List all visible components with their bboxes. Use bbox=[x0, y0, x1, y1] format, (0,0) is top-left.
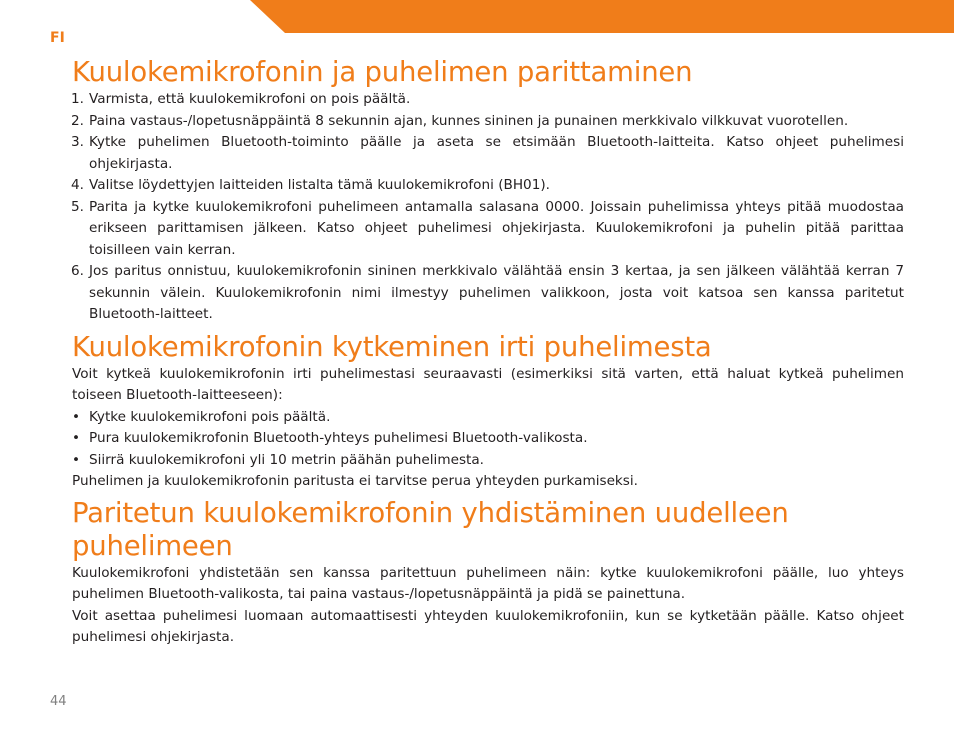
step-text: Kytke puhelimen Bluetooth-toiminto päälle ja aseta se etsimään Bluetooth-laitteita. Katso ohjeet puhelimesi ohjekirjasta. bbox=[89, 134, 904, 172]
bullet-item bbox=[72, 450, 904, 472]
step-number: 6. bbox=[71, 263, 84, 279]
bullet-item bbox=[72, 428, 904, 450]
step-item bbox=[72, 111, 904, 133]
header-band bbox=[250, 0, 954, 33]
step-item bbox=[72, 89, 904, 111]
reconnect-paragraph: Voit asettaa puhelimesi luomaan automaattisesti yhteyden kuulokemikrofoniin, kun se kytketään päälle. Katso ohjeet puhelimesi ohjekirjasta. bbox=[72, 607, 904, 645]
step-number: 3. bbox=[71, 134, 84, 150]
step-item bbox=[72, 175, 904, 197]
disconnect-bullets bbox=[72, 407, 904, 472]
page-number: 44 bbox=[50, 694, 67, 709]
step-item bbox=[72, 261, 904, 326]
bullet-marker: • bbox=[72, 451, 81, 468]
step-number: 1. bbox=[71, 91, 84, 107]
step-item bbox=[72, 197, 904, 262]
step-text: Jos paritus onnistuu, kuulokemikrofonin sininen merkkivalo välähtää ensin 3 kertaa, ja sen jälkeen välähtää kerran 7 sekunnin välein. Kuulokemikrofonin nimi ilmestyy puhelimen valikkoon, josta voit katsoa sen kanssa paritetut Bluetooth-laitteet. bbox=[89, 263, 904, 322]
language-tag: FI bbox=[50, 30, 65, 46]
bullet-marker: • bbox=[72, 408, 81, 425]
bullet-text: Siirrä kuulokemikrofoni yli 10 metrin päähän puhelimesta. bbox=[89, 451, 485, 468]
bullet-marker: • bbox=[72, 430, 81, 446]
bullet-text: Pura kuulokemikrofonin Bluetooth-yhteys puhelimesi Bluetooth-valikosta. bbox=[89, 430, 588, 446]
section-title-disconnect: Kuulokemikrofonin kytkeminen irti puhelimesta bbox=[72, 330, 712, 363]
step-text: Varmista, että kuulokemikrofoni on pois päältä. bbox=[89, 91, 411, 107]
step-item bbox=[72, 132, 904, 175]
step-number: 4. bbox=[71, 177, 84, 193]
page-content bbox=[72, 56, 904, 649]
bullet-item bbox=[72, 407, 904, 429]
disconnect-intro: Voit kytkeä kuulokemikrofonin irti puhelimestasi seuraavasti (esimerkiksi sitä varten, että haluat kytkeä puhelimen toiseen Bluetooth-laitteeseen): bbox=[72, 365, 904, 403]
step-text: Valitse löydettyjen laitteiden listalta tämä kuulokemikrofoni (BH01). bbox=[89, 177, 550, 193]
pairing-steps bbox=[72, 89, 904, 326]
section-title-reconnect: Paritetun kuulokemikrofonin yhdistäminen uudelleen puhelimeen bbox=[72, 496, 789, 562]
step-text: Parita ja kytke kuulokemikrofoni puhelimeen antamalla salasana 0000. Joissain puhelimissa yhteys pitää muodostaa erikseen parittamisen jälkeen. Katso ohjeet puhelimesi ohjekirjasta. Kuulokemikrofoni ja puhelin pitää parittaa toisilleen vain kerran. bbox=[89, 198, 904, 258]
step-number: 5. bbox=[71, 198, 84, 215]
section-title-pairing: Kuulokemikrofonin ja puhelimen parittaminen bbox=[72, 56, 693, 88]
step-number: 2. bbox=[71, 112, 84, 129]
bullet-text: Kytke kuulokemikrofoni pois päältä. bbox=[89, 408, 331, 425]
disconnect-outro: Puhelimen ja kuulokemikrofonin paritusta ei tarvitse perua yhteyden purkamiseksi. bbox=[72, 473, 638, 489]
reconnect-paragraph: Kuulokemikrofoni yhdistetään sen kanssa paritettuun puhelimeen näin: kytke kuulokemikrofoni päälle, luo yhteys puhelimen Bluetooth-valikosta, tai paina vastaus-/lopetusnäppäintä ja pidä se painettuna. bbox=[72, 564, 904, 602]
step-text: Paina vastaus-/lopetusnäppäintä 8 sekunnin ajan, kunnes sininen ja punainen merkkivalo vilkkuvat vuorotellen. bbox=[89, 112, 849, 129]
